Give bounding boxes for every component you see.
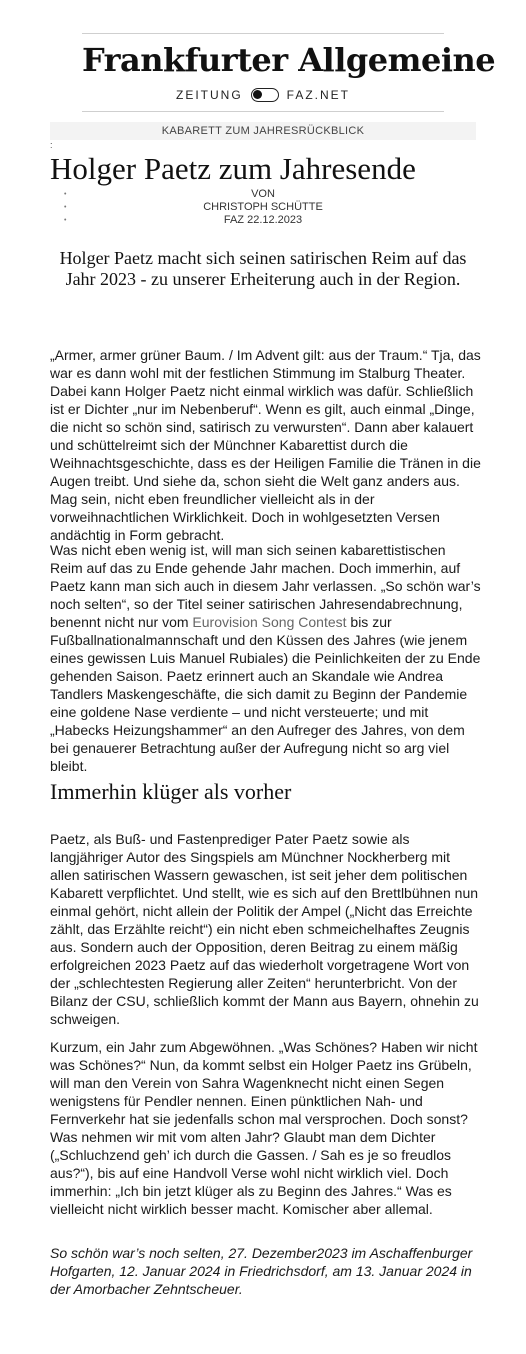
paragraph-2-text-start: Was nicht eben wenig ist, will man sich seinen kabarettistischen Reim auf das zu Ende gehende Jahr machen. Doch immerhin, auf Paetz kann man sich auch in diesem Jahr verlassen. „So schön war’s noch selten“, so der Titel seiner satirischen Jahresendabrechnung, benennt nicht nur vom <box>50 542 481 630</box>
paragraph-2-text-end: bis zur Fußballnationalmannschaft und den Küssen des Jahres (wie jenem eines gewissen Luis Manuel Rubiales) die Peinlichkeiten der zu Ende gehenden Saison. Paetz erinnert auch an Skandale wie Andrea Tandlers Maskengeschäfte, die sich damit zu Beginn der Pandemie eine goldene Nase verdiente – und nicht versteuerte; und mit „Habecks Heizungshammer“ an den Aufreger des Jahres, von dem bei genauerer Betrachtung außer der Aufregung nicht so arg viel bleibt. <box>50 614 481 774</box>
publication-date: FAZ 22.12.2023 <box>223 214 303 226</box>
byline-prefix: VON <box>251 188 275 200</box>
author-name[interactable]: CHRISTOPH SCHÜTTE <box>203 201 323 213</box>
article-lead: Holger Paetz macht sich seinen satirischen Reim auf das Jahr 2023 - zu unserer Erheiterung auch in der Region. <box>59 248 467 289</box>
article-subheading: Immerhin klüger als vorher <box>50 779 292 804</box>
masthead-top-rule <box>82 33 444 34</box>
article-paragraph-4: Kurzum, ein Jahr zum Abgewöhnen. „Was Schönes? Haben wir nicht was Schönes?“ Nun, da kommt selbst ein Holger Paetz ins Grübeln, will man den Verein von Sahra Wagenknecht nicht einen Segen wenigstens für Pendler nennen. Einen pünktlichen Nah- und Fernverkehr hat sie jedenfalls schon mal versprochen. Doch sonst? Was nehmen wir mit vom alten Jahr? Glaubt man dem Dichter („Schluchzend geh’ ich durch die Gassen. / Sah es je so freudlos aus?“), bis auf eine Handvoll Verse wohl nicht wirklich viel. Doch immerhin: „Ich bin jetzt klüger als zu Beginn des Jahres.“ Was es vielleicht nicht wirklich besser macht. Komischer aber allemal. <box>50 1039 478 1217</box>
masthead-subrow <box>82 88 444 102</box>
bullet-icon: • <box>64 204 67 211</box>
article-title: Holger Paetz zum Jahresende <box>50 151 416 186</box>
article-kicker: KABARETT ZUM JAHRESRÜCKBLICK <box>50 122 476 140</box>
kicker-suffix: : <box>50 140 53 150</box>
newspaper-logo[interactable]: Frankfurter Allgemeine <box>82 41 496 79</box>
bullet-icon: • <box>64 217 67 224</box>
faz-net-label: FAZ.NET <box>286 88 350 102</box>
masthead <box>82 33 496 112</box>
article-paragraph-1: „Armer, armer grüner Baum. / Im Advent gilt: aus der Traum.“ Tja, das war es dann wohl mit der festlichen Stimmung im Stalburg Theater. Dabei kann Holger Paetz nicht einmal wirklich was dafür. Schließlich ist er Dichter „nur im Nebenberuf“. Wenn es gilt, auch einmal „Dinge, die nicht so schön sind, satirisch zu verwursten“. Dann aber kalauert und schüttelreimt sich der Münchner Kabarettist durch die Weihnachtsgeschichte, dass es der Heiligen Familie die Tränen in die Augen treibt. Und siehe da, schon sieht die Welt ganz anders aus. Mag sein, nicht eben freundlicher vielleicht als in der vorweihnachtlichen Wirklichkeit. Doch in wohlgesetzten Versen andächtig in Form gebracht. <box>50 347 481 543</box>
toggle-knob <box>253 90 262 99</box>
zeitung-label: ZEITUNG <box>175 88 243 102</box>
byline <box>50 188 476 227</box>
article-paragraph-3: Paetz, als Buß- und Fastenprediger Pater Paetz sowie als langjähriger Autor des Singspiels am Münchner Nockherberg mit allen satirischen Wassern gewaschen, ist seit jeher dem politischen Kabarett verpflichtet. Und stellt, wie es sich auf den Brettlbühnen nun einmal gehört, nicht allein der Politik der Ampel („Nicht das Erreichte zählt, das Erzählte reicht“) ein nicht eben schmeichelhaftes Zeugnis aus. Sondern auch der Opposition, deren Beitrag zu einem mäßig erfolgreichen 2023 Paetz auf das wiederholt vorgetragene Wort von der „schlechtesten Regierung aller Zeiten“ herunterbricht. Von der Bilanz der CSU, schließlich kommt der Mann aus Bayern, ohnehin zu schweigen. <box>50 831 479 1027</box>
edition-toggle[interactable] <box>251 88 279 102</box>
article-paragraph-2 <box>50 541 482 775</box>
masthead-bottom-rule <box>82 111 444 112</box>
event-dates-note: So schön war’s noch selten, 27. Dezember2023 im Aschaffenburger Hofgarten, 12. Januar 2024 in Friedrichsdorf, am 13. Januar 2024 in der Amorbacher Zehntscheuer. <box>50 1245 473 1297</box>
bullet-icon: • <box>64 191 67 198</box>
eurovision-link[interactable]: Eurovision Song Contest <box>192 614 347 630</box>
